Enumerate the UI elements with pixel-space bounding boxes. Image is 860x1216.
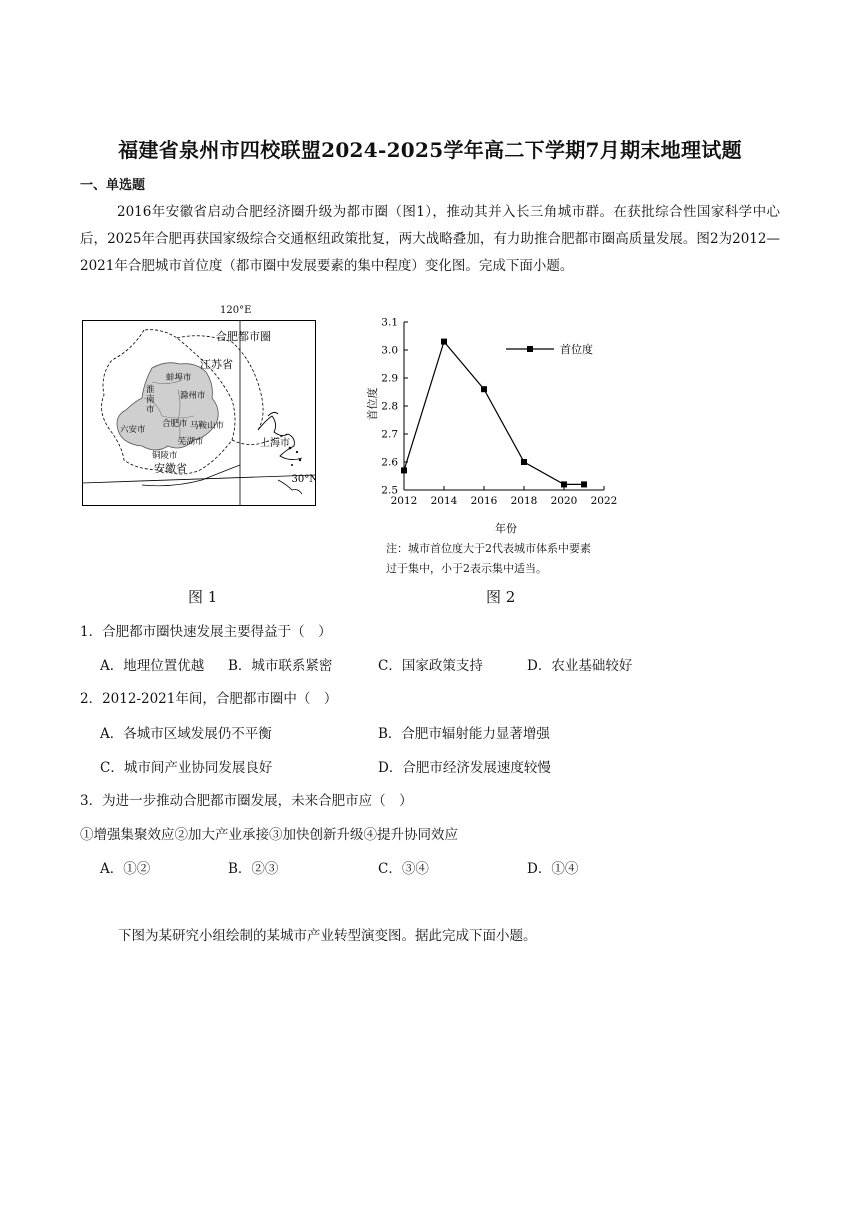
x-tick-label: 2020 (550, 495, 578, 507)
y-axis-label: 首位度 (366, 387, 379, 421)
x-tick-label: 2022 (590, 495, 618, 507)
question-3-stem: 3．为进一步推动合肥都市圈发展，未来合肥市应（ ） (80, 793, 413, 809)
huainan-label-2: 南 (146, 395, 155, 405)
luan-label: 六安市 (120, 425, 146, 435)
question-2-option-b[interactable]: B．合肥市辐射能力显著增强 (378, 726, 550, 742)
latitude-label: 30°N (291, 474, 316, 485)
chart-svg (340, 308, 640, 538)
chart-legend (506, 342, 593, 356)
wuhu-label: 芜湖市 (178, 437, 204, 447)
chart-note-line2: 过于集中，小于2表示集中适当。 (386, 562, 547, 575)
question-2-option-a[interactable]: A．各城市区域发展仍不平衡 (100, 726, 272, 742)
longitude-label: 120°E (220, 305, 252, 316)
series-line (404, 342, 584, 485)
y-tick-label: 2.6 (381, 456, 398, 469)
next-intro: 下图为某研究小组绘制的某城市产业转型演变图。据此完成下面小题。 (118, 928, 537, 944)
y-tick-label: 2.7 (381, 428, 398, 441)
question-1-option-d[interactable]: D．农业基础较好 (527, 658, 633, 674)
x-axis-label: 年份 (495, 522, 517, 535)
y-tick-label: 3.1 (381, 316, 398, 329)
question-2-option-c[interactable]: C．城市间产业协同发展良好 (100, 760, 273, 776)
question-3-sub: ①增强集聚效应②加大产业承接③加快创新升级④提升协同效应 (80, 827, 458, 843)
huainan-label-3: 市 (146, 405, 155, 415)
data-point (401, 467, 407, 473)
island (291, 464, 293, 466)
x-tick-label: 2018 (510, 495, 538, 507)
island (299, 459, 301, 461)
data-point (481, 386, 487, 392)
question-1-option-a[interactable]: A．地理位置优越 (100, 658, 205, 674)
x-tick-label: 2016 (470, 495, 498, 507)
anhui-label: 安徽省 (154, 462, 187, 475)
section-heading: 一、单选题 (80, 178, 146, 193)
legend-marker (527, 346, 533, 352)
y-tick-label: 2.8 (381, 400, 398, 413)
figure2-chart (340, 308, 640, 578)
figure1-caption: 图 1 (188, 588, 218, 606)
tongling-label: 铜陵市 (152, 451, 178, 461)
legend-label: 首位度 (560, 343, 593, 356)
chart-series (401, 339, 587, 488)
island (296, 451, 298, 453)
intro-paragraph: 2016年安徽省启动合肥经济圈升级为都市圈（图1），推动其并入长三角城市群。在获批综合性国家科学中心后，2025年合肥再获国家级综合交通枢纽政策批复，两大战略叠加，有力助推合肥都市圈高质量发展。图2为2012—2021年合肥城市首位度（都市圈中发展要素的集中程度）变化图。完成下面小题。 (80, 204, 780, 274)
question-2-stem: 2．2012-2021年间，合肥都市圈中（ ） (80, 691, 338, 707)
question-1-stem: 1．合肥都市圈快速发展主要得益于（ ） (80, 624, 332, 640)
question-3-option-a[interactable]: A．①② (100, 861, 151, 877)
page-title: 福建省泉州市四校联盟2024-2025学年高二下学期7月期末地理试题 (118, 138, 742, 162)
chuzhou-label: 滁州市 (180, 391, 206, 401)
maanshan-label: 马鞍山市 (190, 421, 225, 431)
chart-note-line1: 注：城市首位度大于2代表城市体系中要素 (386, 542, 591, 555)
x-tick-label: 2012 (390, 495, 418, 507)
data-point (521, 459, 527, 465)
data-point (581, 481, 587, 487)
y-tick-label: 2.5 (381, 484, 398, 497)
bengbu-label: 蚌埠市 (166, 373, 192, 383)
figure1-map (82, 320, 316, 506)
data-point (561, 481, 567, 487)
question-3-option-c[interactable]: C．③④ (378, 861, 429, 877)
huainan-label-1: 淮 (146, 385, 155, 395)
legend-label: 合肥都市圈 (216, 330, 271, 343)
hefei-label: 合肥市 (162, 419, 188, 429)
question-1-option-c[interactable]: C．国家政策支持 (378, 658, 483, 674)
figure2-caption: 图 2 (486, 588, 516, 606)
data-point (441, 339, 447, 345)
question-3-option-b[interactable]: B．②③ (228, 861, 279, 877)
jiangsu-label: 江苏省 (200, 358, 233, 371)
question-1-option-b[interactable]: B．城市联系紧密 (228, 658, 333, 674)
x-tick-label: 2014 (430, 495, 458, 507)
question-2-option-d[interactable]: D．合肥市经济发展速度较慢 (378, 760, 551, 776)
shanghai-label: 上海市 (260, 438, 290, 449)
question-3-option-d[interactable]: D．①④ (527, 861, 579, 877)
map-svg (82, 320, 316, 506)
y-tick-label: 2.9 (381, 372, 398, 385)
y-tick-label: 3.0 (381, 344, 398, 357)
